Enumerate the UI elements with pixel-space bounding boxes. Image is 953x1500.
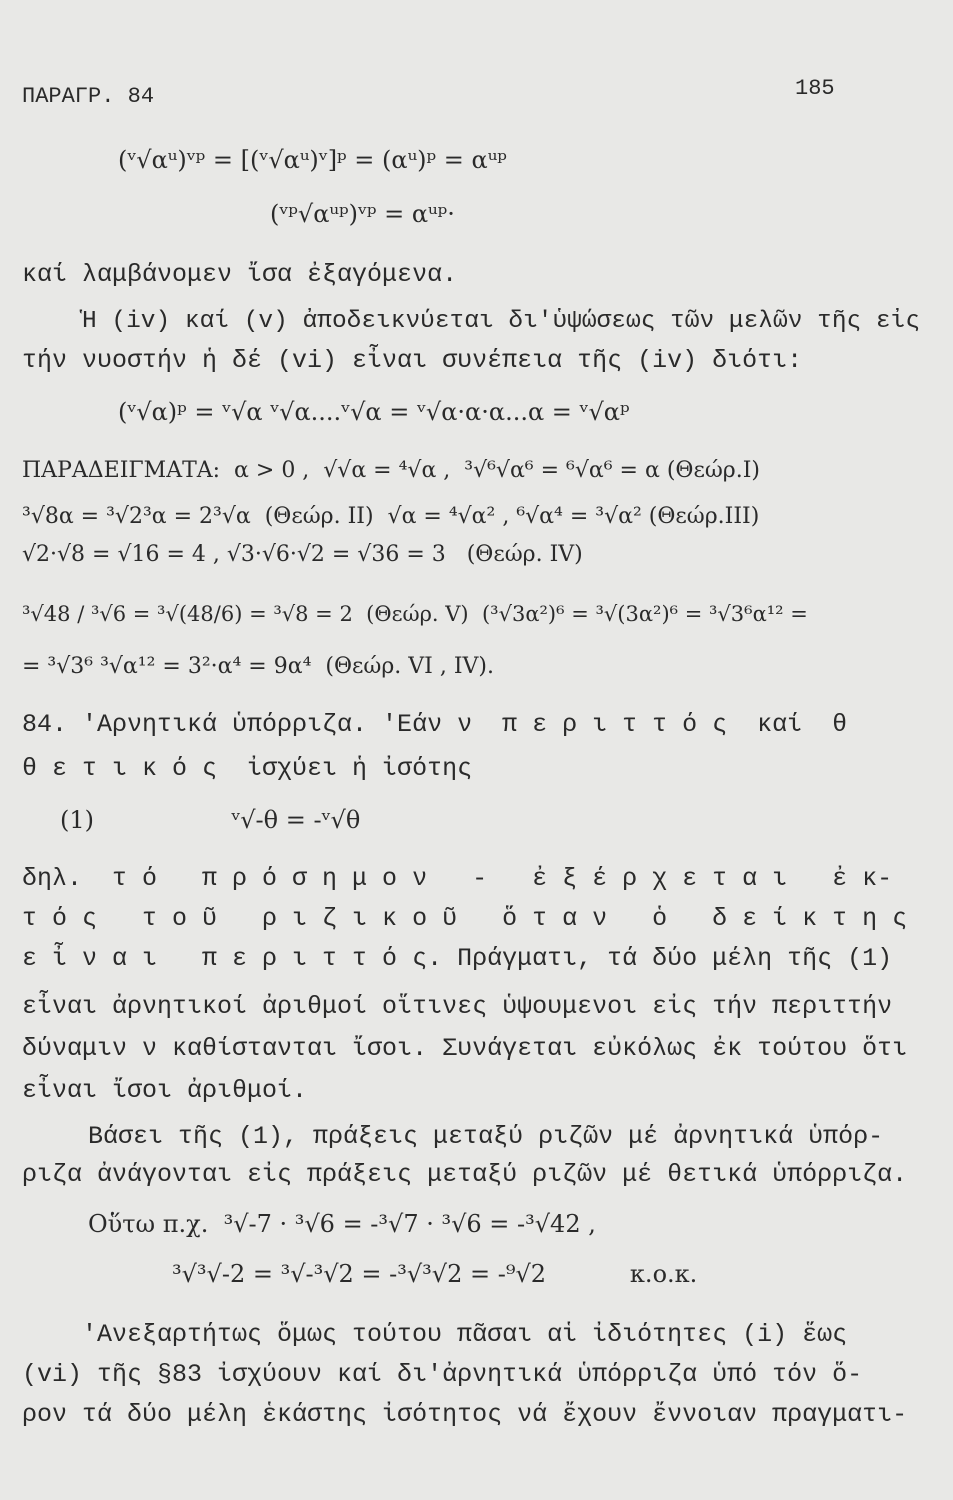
- text-line: ρον τά δύο μέλη ἑκάστης ἰσότητος νά ἔχουν ἔννοιαν πραγματι-: [22, 1400, 908, 1429]
- text-line: ε ἶ ν α ι π ε ρ ι τ τ ό ς. Πράγματι, τά δύο μέλη τῆς (1): [22, 944, 893, 973]
- text-line: 'Ανεξαρτήτως ὅμως τούτου πᾶσαι αἱ ἰδιότητες (i) ἕως: [82, 1320, 848, 1349]
- page-number: 185: [795, 76, 835, 101]
- equation-1: (ᵛ√αᵘ)ᵛᵖ = [(ᵛ√αᵘ)ᵛ]ᵖ = (αᵘ)ᵖ = αᵘᵖ: [118, 146, 507, 174]
- text-line: δύναμιν ν καθίστανται ἴσοι. Συνάγεται εὐκόλως ἐκ τούτου ὅτι: [22, 1034, 908, 1063]
- examples-line-1: ΠΑΡΑΔΕΙΓΜΑΤΑ: α > 0 , √√α = ⁴√α , ³√⁶√α⁶ = ⁶√α⁶ = α (Θεώρ.I): [22, 458, 760, 483]
- examples-line-3: √2·√8 = √16 = 4 , √3·√6·√2 = √36 = 3 (Θεώρ. IV): [22, 542, 583, 567]
- text-line: Βάσει τῆς (1), πράξεις μεταξύ ριζῶν μέ ἀρνητικά ὑπόρ-: [88, 1122, 884, 1151]
- equation-5: ³√³√-2 = ³√-³√2 = -³√³√2 = -⁹√2 κ.ο.κ.: [172, 1260, 698, 1288]
- text-line: τήν νυοστήν ἡ δέ (vi) εἶναι συνέπεια τῆς (iv) διότι:: [22, 346, 803, 375]
- example-negative-roots: Οὕτω π.χ. ³√-7 · ³√6 = -³√7 · ³√6 = -³√42 ,: [88, 1210, 596, 1238]
- equation-4: (1) ᵛ√-θ = -ᵛ√θ: [60, 806, 361, 834]
- text-line: εἶναι ἀρνητικοί ἀριθμοί οἵτινες ὑψουμενοι εἰς τήν περιττήν: [22, 992, 893, 1021]
- text-line: ριζα ἀνάγονται εἰς πράξεις μεταξύ ριζῶν μέ θετικά ὑπόρριζα.: [22, 1160, 908, 1189]
- text-line: θ ε τ ι κ ό ς ἰσχύει ἡ ἰσότης: [22, 754, 473, 783]
- examples-line-4: ³√48 / ³√6 = ³√(48/6) = ³√8 = 2 (Θεώρ. V) (³√3α²)⁶ = ³√(3α²)⁶ = ³√3⁶α¹² =: [22, 602, 808, 626]
- section-84-heading: 84. 'Αρνητικά ὑπόρριζα. 'Εάν ν π ε ρ ι τ τ ό ς καί θ: [22, 710, 848, 739]
- text-line: εἶναι ἴσοι ἀριθμοί.: [22, 1076, 308, 1105]
- text-line: Ἡ (iv) καί (v) ἀποδεικνύεται δι'ὑψώσεως τῶν μελῶν τῆς εἰς: [82, 308, 921, 335]
- examples-line-2: ³√8α = ³√2³α = 2³√α (Θεώρ. II) √α = ⁴√α² , ⁶√α⁴ = ³√α² (Θεώρ.III): [22, 504, 760, 529]
- equation-2: (ᵛᵖ√αᵘᵖ)ᵛᵖ = αᵘᵖ·: [270, 200, 455, 228]
- examples-line-5: = ³√3⁶ ³√α¹² = 3²·α⁴ = 9α⁴ (Θεώρ. VI , IV).: [22, 654, 494, 679]
- text-line: τ ό ς τ ο ῦ ρ ι ζ ι κ ο ῦ ὅ τ α ν ὁ δ ε ί κ τ η ς: [22, 904, 908, 933]
- text-line: (vi) τῆς §83 ἰσχύουν καί δι'ἀρνητικά ὑπόρριζα ὑπό τόν ὅ-: [22, 1360, 863, 1389]
- text-line: καί λαμβάνομεν ἴσα ἐξαγόμενα.: [22, 260, 458, 289]
- section-header: ΠΑΡΑΓΡ. 84: [22, 84, 155, 109]
- text-line: δηλ. τ ό π ρ ό σ η μ ο ν - ἐ ξ έ ρ χ ε τ α ι ἐ κ-: [22, 864, 893, 893]
- equation-3: (ᵛ√α)ᵖ = ᵛ√α ᵛ√α....ᵛ√α = ᵛ√α·α·α...α = ᵛ√αᵖ: [118, 398, 630, 426]
